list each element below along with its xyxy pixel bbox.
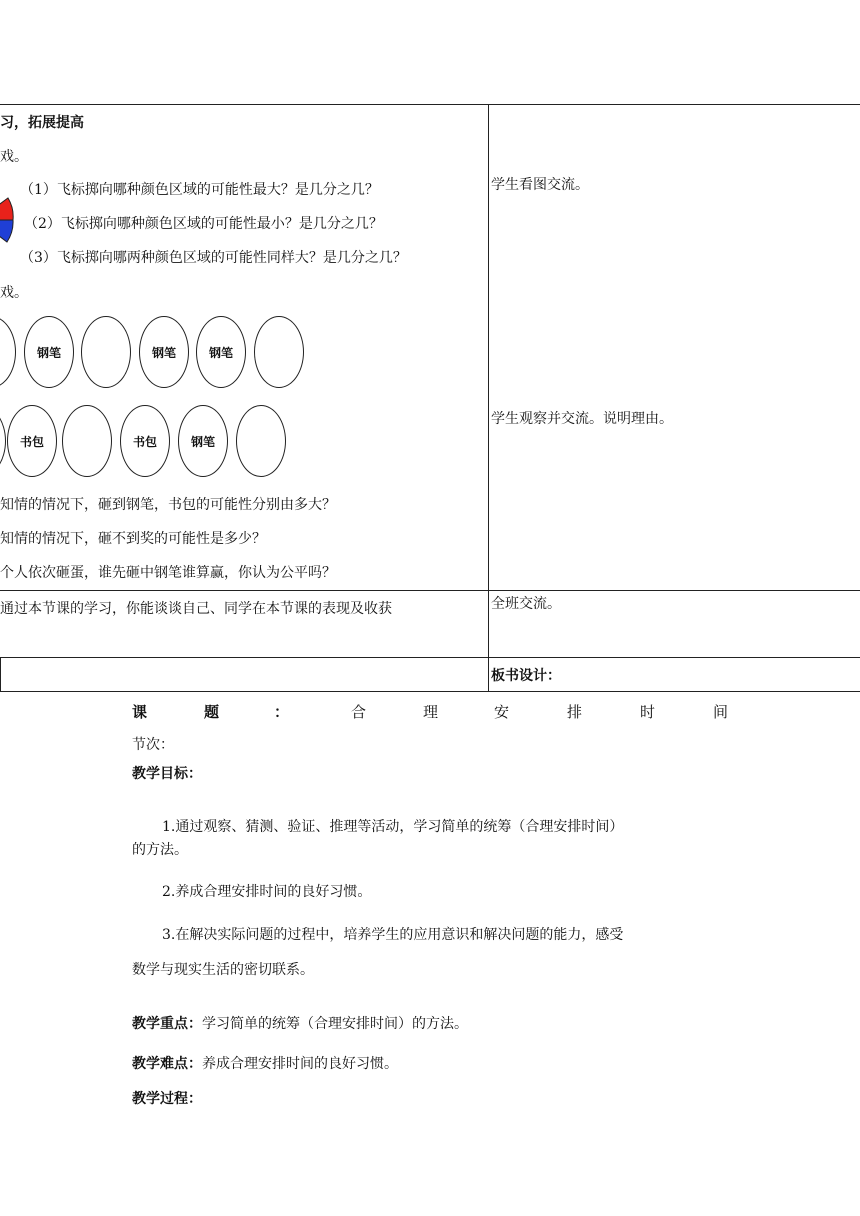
egg-row2-5: 钢笔 xyxy=(178,405,228,477)
egg-row1-5: 钢笔 xyxy=(196,316,246,388)
egg-row1-1 xyxy=(0,316,16,388)
table-row-divider-2 xyxy=(0,657,860,658)
egg-row2-6 xyxy=(236,405,286,477)
title-char-an: 安 xyxy=(494,703,510,721)
title-char-ke: 课 xyxy=(132,703,148,721)
process-heading: 教学过程： xyxy=(132,1091,202,1107)
egg-row2-2: 书包 xyxy=(7,405,57,477)
period-label: 节次： xyxy=(132,737,174,753)
table-row-divider-1 xyxy=(0,590,860,591)
goal-3-line-2: 数学与现实生活的密切联系。 xyxy=(132,962,314,978)
spinner-wheel xyxy=(0,190,14,250)
student-activity-1: 学生看图交流。 xyxy=(491,177,589,193)
question-1: （1）飞标掷向哪种颜色区域的可能性最大？是几分之几？ xyxy=(20,182,379,198)
key-point-text: 学习简单的统筹（合理安排时间）的方法。 xyxy=(202,1016,468,1032)
title-char-ti: 题 xyxy=(204,703,220,721)
goal-2: 2.养成合理安排时间的良好习惯。 xyxy=(162,884,372,900)
title-char-li: 理 xyxy=(423,703,439,721)
table-bottom-border xyxy=(0,691,860,692)
table-top-border xyxy=(0,104,860,105)
egg-row2-1 xyxy=(0,405,6,477)
difficulty-label: 教学难点： xyxy=(132,1056,202,1072)
question-3: （3）飞标掷向哪两种颜色区域的可能性同样大？是几分之几？ xyxy=(20,250,407,266)
goal-1-line-2: 的方法。 xyxy=(132,842,188,858)
goal-3-line-1: 3.在解决实际问题的过程中，培养学生的应用意识和解决问题的能力，感受 xyxy=(162,927,624,943)
summary-question: 通过本节课的学习，你能谈谈自己、同学在本节课的表现及收获 xyxy=(0,601,392,617)
title-char-jian: 间 xyxy=(713,703,729,721)
difficulty-point xyxy=(132,1055,398,1073)
title-char-shi: 时 xyxy=(640,703,656,721)
game2-label: 戏。 xyxy=(0,285,28,301)
question-5: 知情的情况下，砸不到奖的可能性是多少？ xyxy=(0,531,266,547)
student-activity-2: 学生观察并交流。说明理由。 xyxy=(491,411,673,427)
question-4: 知情的情况下，砸到钢笔，书包的可能性分别由多大？ xyxy=(0,497,336,513)
egg-row1-6 xyxy=(254,316,304,388)
game1-label: 戏。 xyxy=(0,149,28,165)
egg-row2-3 xyxy=(62,405,112,477)
difficulty-text: 养成合理安排时间的良好习惯。 xyxy=(202,1056,398,1072)
title-char-colon: ： xyxy=(274,703,290,721)
board-design-label: 板书设计： xyxy=(491,668,561,684)
section-heading: 习，拓展提高 xyxy=(0,115,84,131)
summary-activity: 全班交流。 xyxy=(491,596,561,612)
goal-1-line-1: 1.通过观察、猜测、验证、推理等活动，学习简单的统筹（合理安排时间） xyxy=(162,819,624,835)
egg-row2-4: 书包 xyxy=(120,405,170,477)
egg-row1-4: 钢笔 xyxy=(139,316,189,388)
question-2: （2）飞标掷向哪种颜色区域的可能性最小？是几分之几？ xyxy=(24,216,383,232)
title-char-pai: 排 xyxy=(567,703,583,721)
table-left-border-row3 xyxy=(0,657,1,692)
question-6: 个人依次砸蛋，谁先砸中钢笔谁算赢，你认为公平吗？ xyxy=(0,565,336,581)
key-point xyxy=(132,1015,468,1033)
table-column-divider xyxy=(488,104,489,692)
key-point-label: 教学重点： xyxy=(132,1016,202,1032)
goals-heading: 教学目标： xyxy=(132,766,202,782)
egg-row1-3 xyxy=(81,316,131,388)
egg-row1-2: 钢笔 xyxy=(24,316,74,388)
title-char-he: 合 xyxy=(351,703,367,721)
